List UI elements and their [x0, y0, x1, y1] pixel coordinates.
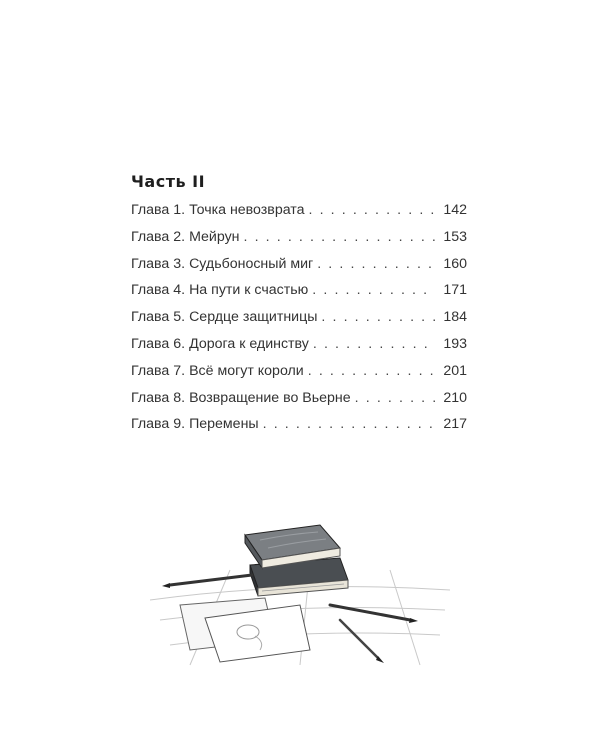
toc-entry [131, 363, 467, 390]
books-pencils-paper-illustration [150, 510, 450, 675]
chapter-number: Глава 6. [131, 335, 186, 352]
chapter-title: Возвращение во Вьерне [189, 389, 351, 406]
chapter-title: Мейрун [189, 228, 240, 245]
chapter-title: Сердце защитницы [189, 309, 318, 326]
pencil-icon [340, 620, 384, 663]
chapter-number: Глава 3. [131, 255, 186, 272]
chapter-number: Глава 9. [131, 416, 186, 433]
chapter-number: Глава 5. [131, 309, 186, 326]
chapter-title: Всё могут короли [189, 362, 304, 379]
pencil-icon [162, 575, 252, 588]
chapter-number: Глава 1. [131, 202, 186, 218]
chapter-title: Точка невозврата [189, 202, 305, 218]
page-number: 160 [443, 255, 467, 272]
dot-leader [313, 336, 435, 352]
dot-leader [308, 363, 435, 379]
toc-entry [131, 416, 467, 443]
toc-entry [131, 336, 467, 363]
dot-leader [263, 416, 435, 432]
dot-leader [244, 229, 435, 245]
chapter-number: Глава 7. [131, 362, 186, 379]
chapter-title: Перемены [189, 416, 259, 433]
dot-leader [312, 282, 435, 298]
chapter-title: Дорога к единству [189, 335, 309, 352]
chapter-number: Глава 8. [131, 389, 186, 406]
page-number: 217 [443, 416, 467, 433]
chapter-number: Глава 4. [131, 282, 186, 299]
toc-entry [131, 390, 467, 417]
page-number: 142 [443, 202, 467, 218]
table-of-contents [131, 202, 467, 443]
toc-entry [131, 202, 467, 229]
toc-entry [131, 229, 467, 256]
part-title: Часть II [131, 172, 206, 191]
page-number: 210 [443, 389, 467, 406]
dot-leader [309, 202, 435, 218]
toc-entry [131, 256, 467, 283]
page-number: 184 [443, 309, 467, 326]
page-number: 193 [443, 335, 467, 352]
page-number: 153 [443, 228, 467, 245]
chapter-title: Судьбоносный миг [189, 255, 314, 272]
toc-entry [131, 282, 467, 309]
chapter-number: Глава 2. [131, 228, 186, 245]
page-number: 171 [443, 282, 467, 299]
dot-leader [321, 309, 435, 325]
page-number: 201 [443, 362, 467, 379]
dot-leader [355, 390, 435, 406]
dot-leader [317, 256, 435, 272]
chapter-title: На пути к счастью [189, 282, 309, 299]
paper-sheets-icon [180, 598, 310, 662]
toc-entry [131, 309, 467, 336]
